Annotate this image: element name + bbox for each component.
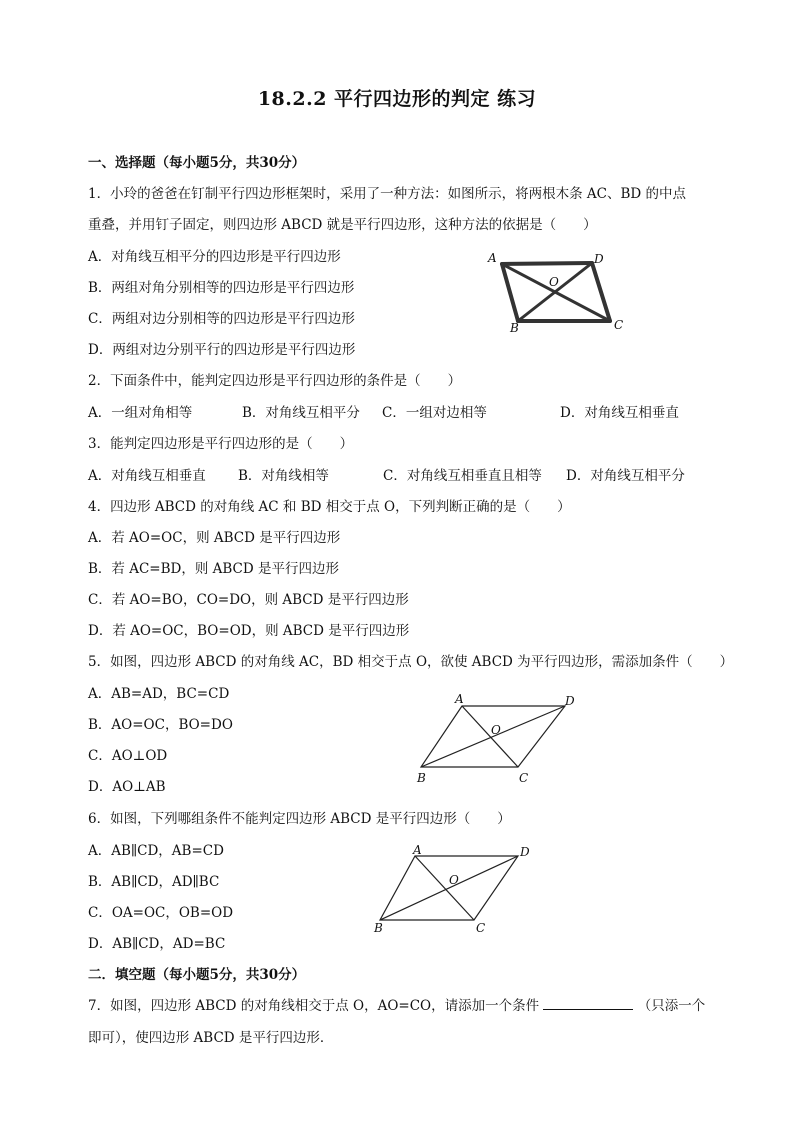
question-5-stem: 5．如图，四边形 ABCD 的对角线 AC，BD 相交于点 O，欲使 ABCD 为平行四边形，需添加条件（ ） bbox=[88, 654, 734, 670]
vertex-label-d: D bbox=[520, 845, 530, 859]
section-heading-choice: 一、选择题（每小题5分，共30分） bbox=[88, 155, 306, 171]
section-heading-fill: 二．填空题（每小题5分，共30分） bbox=[88, 967, 306, 983]
question-2-option-a: A．一组对角相等 bbox=[88, 405, 193, 421]
question-2-stem: 2．下面条件中，能判定四边形是平行四边形的条件是（ ） bbox=[88, 373, 462, 389]
vertex-label-b: B bbox=[510, 321, 519, 335]
vertex-label-d: D bbox=[594, 252, 604, 266]
question-6-option-a: A．AB∥CD，AB=CD bbox=[88, 843, 224, 859]
question-6-figure bbox=[365, 840, 545, 940]
question-2-option-c: C．一组对边相等 bbox=[382, 405, 487, 421]
vertex-label-d: D bbox=[565, 694, 575, 708]
question-7-stem bbox=[88, 997, 705, 1015]
question-7-text-before-blank: 7．如图，四边形 ABCD 的对角线相交于点 O，AO=CO，请添加一个条件 bbox=[88, 998, 540, 1014]
answer-blank[interactable] bbox=[543, 997, 633, 1010]
question-4-option-d: D．若 AO=OC，BO=OD，则 ABCD 是平行四边形 bbox=[88, 623, 410, 639]
question-1-stem-cont: 重叠，并用钉子固定，则四边形 ABCD 就是平行四边形，这种方法的依据是（ ） bbox=[88, 217, 597, 233]
vertex-label-c: C bbox=[476, 921, 486, 935]
diagonal-ac bbox=[415, 856, 474, 920]
question-5-figure bbox=[405, 688, 595, 788]
question-6-stem: 6．如图，下列哪组条件不能判定四边形 ABCD 是平行四边形（ ） bbox=[88, 811, 511, 827]
diagonal-ac bbox=[462, 706, 518, 767]
vertex-label-a: A bbox=[455, 692, 464, 706]
vertex-label-b: B bbox=[417, 771, 426, 785]
question-5-option-b: B．AO=OC，BO=DO bbox=[88, 717, 233, 733]
center-label-o: O bbox=[549, 275, 559, 289]
question-2-option-b: B．对角线互相平分 bbox=[242, 405, 360, 421]
question-1-option-b: B．两组对角分别相等的四边形是平行四边形 bbox=[88, 280, 355, 296]
question-1-figure bbox=[480, 246, 640, 338]
vertex-label-c: C bbox=[614, 318, 624, 332]
question-4-option-c: C．若 AO=BO，CO=DO，则 ABCD 是平行四边形 bbox=[88, 592, 409, 608]
question-3-option-c: C．对角线互相垂直且相等 bbox=[383, 468, 542, 484]
question-3-option-a: A．对角线互相垂直 bbox=[88, 468, 206, 484]
vertex-label-c: C bbox=[519, 771, 529, 785]
question-6-option-b: B．AB∥CD，AD∥BC bbox=[88, 874, 220, 890]
question-1-option-c: C．两组对边分别相等的四边形是平行四边形 bbox=[88, 311, 355, 327]
question-2-option-d: D．对角线互相垂直 bbox=[560, 405, 679, 421]
center-label-o: O bbox=[449, 873, 459, 887]
question-6-option-d: D．AB∥CD，AD=BC bbox=[88, 936, 226, 952]
question-4-option-b: B．若 AC=BD，则 ABCD 是平行四边形 bbox=[88, 561, 340, 577]
question-1-option-a: A．对角线互相平分的四边形是平行四边形 bbox=[88, 249, 341, 265]
question-4-option-a: A．若 AO=OC，则 ABCD 是平行四边形 bbox=[88, 530, 341, 546]
diagonal-bd bbox=[380, 856, 518, 920]
question-5-option-c: C．AO⊥OD bbox=[88, 748, 168, 764]
question-7-stem-cont: 即可），使四边形 ABCD 是平行四边形． bbox=[88, 1030, 334, 1046]
question-4-stem: 4．四边形 ABCD 的对角线 AC 和 BD 相交于点 O，下列判断正确的是（ ） bbox=[88, 499, 571, 515]
question-1-option-d: D．两组对边分别平行的四边形是平行四边形 bbox=[88, 342, 356, 358]
wood-strip-ad bbox=[502, 263, 592, 264]
vertex-label-b: B bbox=[374, 921, 383, 935]
vertex-label-a: A bbox=[413, 843, 422, 857]
center-label-o: O bbox=[491, 723, 501, 737]
question-5-option-d: D．AO⊥AB bbox=[88, 779, 166, 795]
question-5-option-a: A．AB=AD，BC=CD bbox=[88, 686, 230, 702]
question-3-option-b: B．对角线相等 bbox=[238, 468, 329, 484]
question-3-stem: 3．能判定四边形是平行四边形的是（ ） bbox=[88, 436, 354, 452]
question-6-option-c: C．OA=OC，OB=OD bbox=[88, 905, 234, 921]
wood-strip-bd bbox=[518, 263, 592, 321]
page-title: 18.2.2 平行四边形的判定 练习 bbox=[257, 88, 537, 110]
question-1-stem: 1．小玲的爸爸在钉制平行四边形框架时，采用了一种方法：如图所示，将两根木条 AC、BD 的中点 bbox=[88, 186, 686, 202]
question-3-option-d: D．对角线互相平分 bbox=[566, 468, 685, 484]
question-7-text-after-blank: （只添一个 bbox=[637, 998, 706, 1014]
vertex-label-a: A bbox=[488, 251, 497, 265]
